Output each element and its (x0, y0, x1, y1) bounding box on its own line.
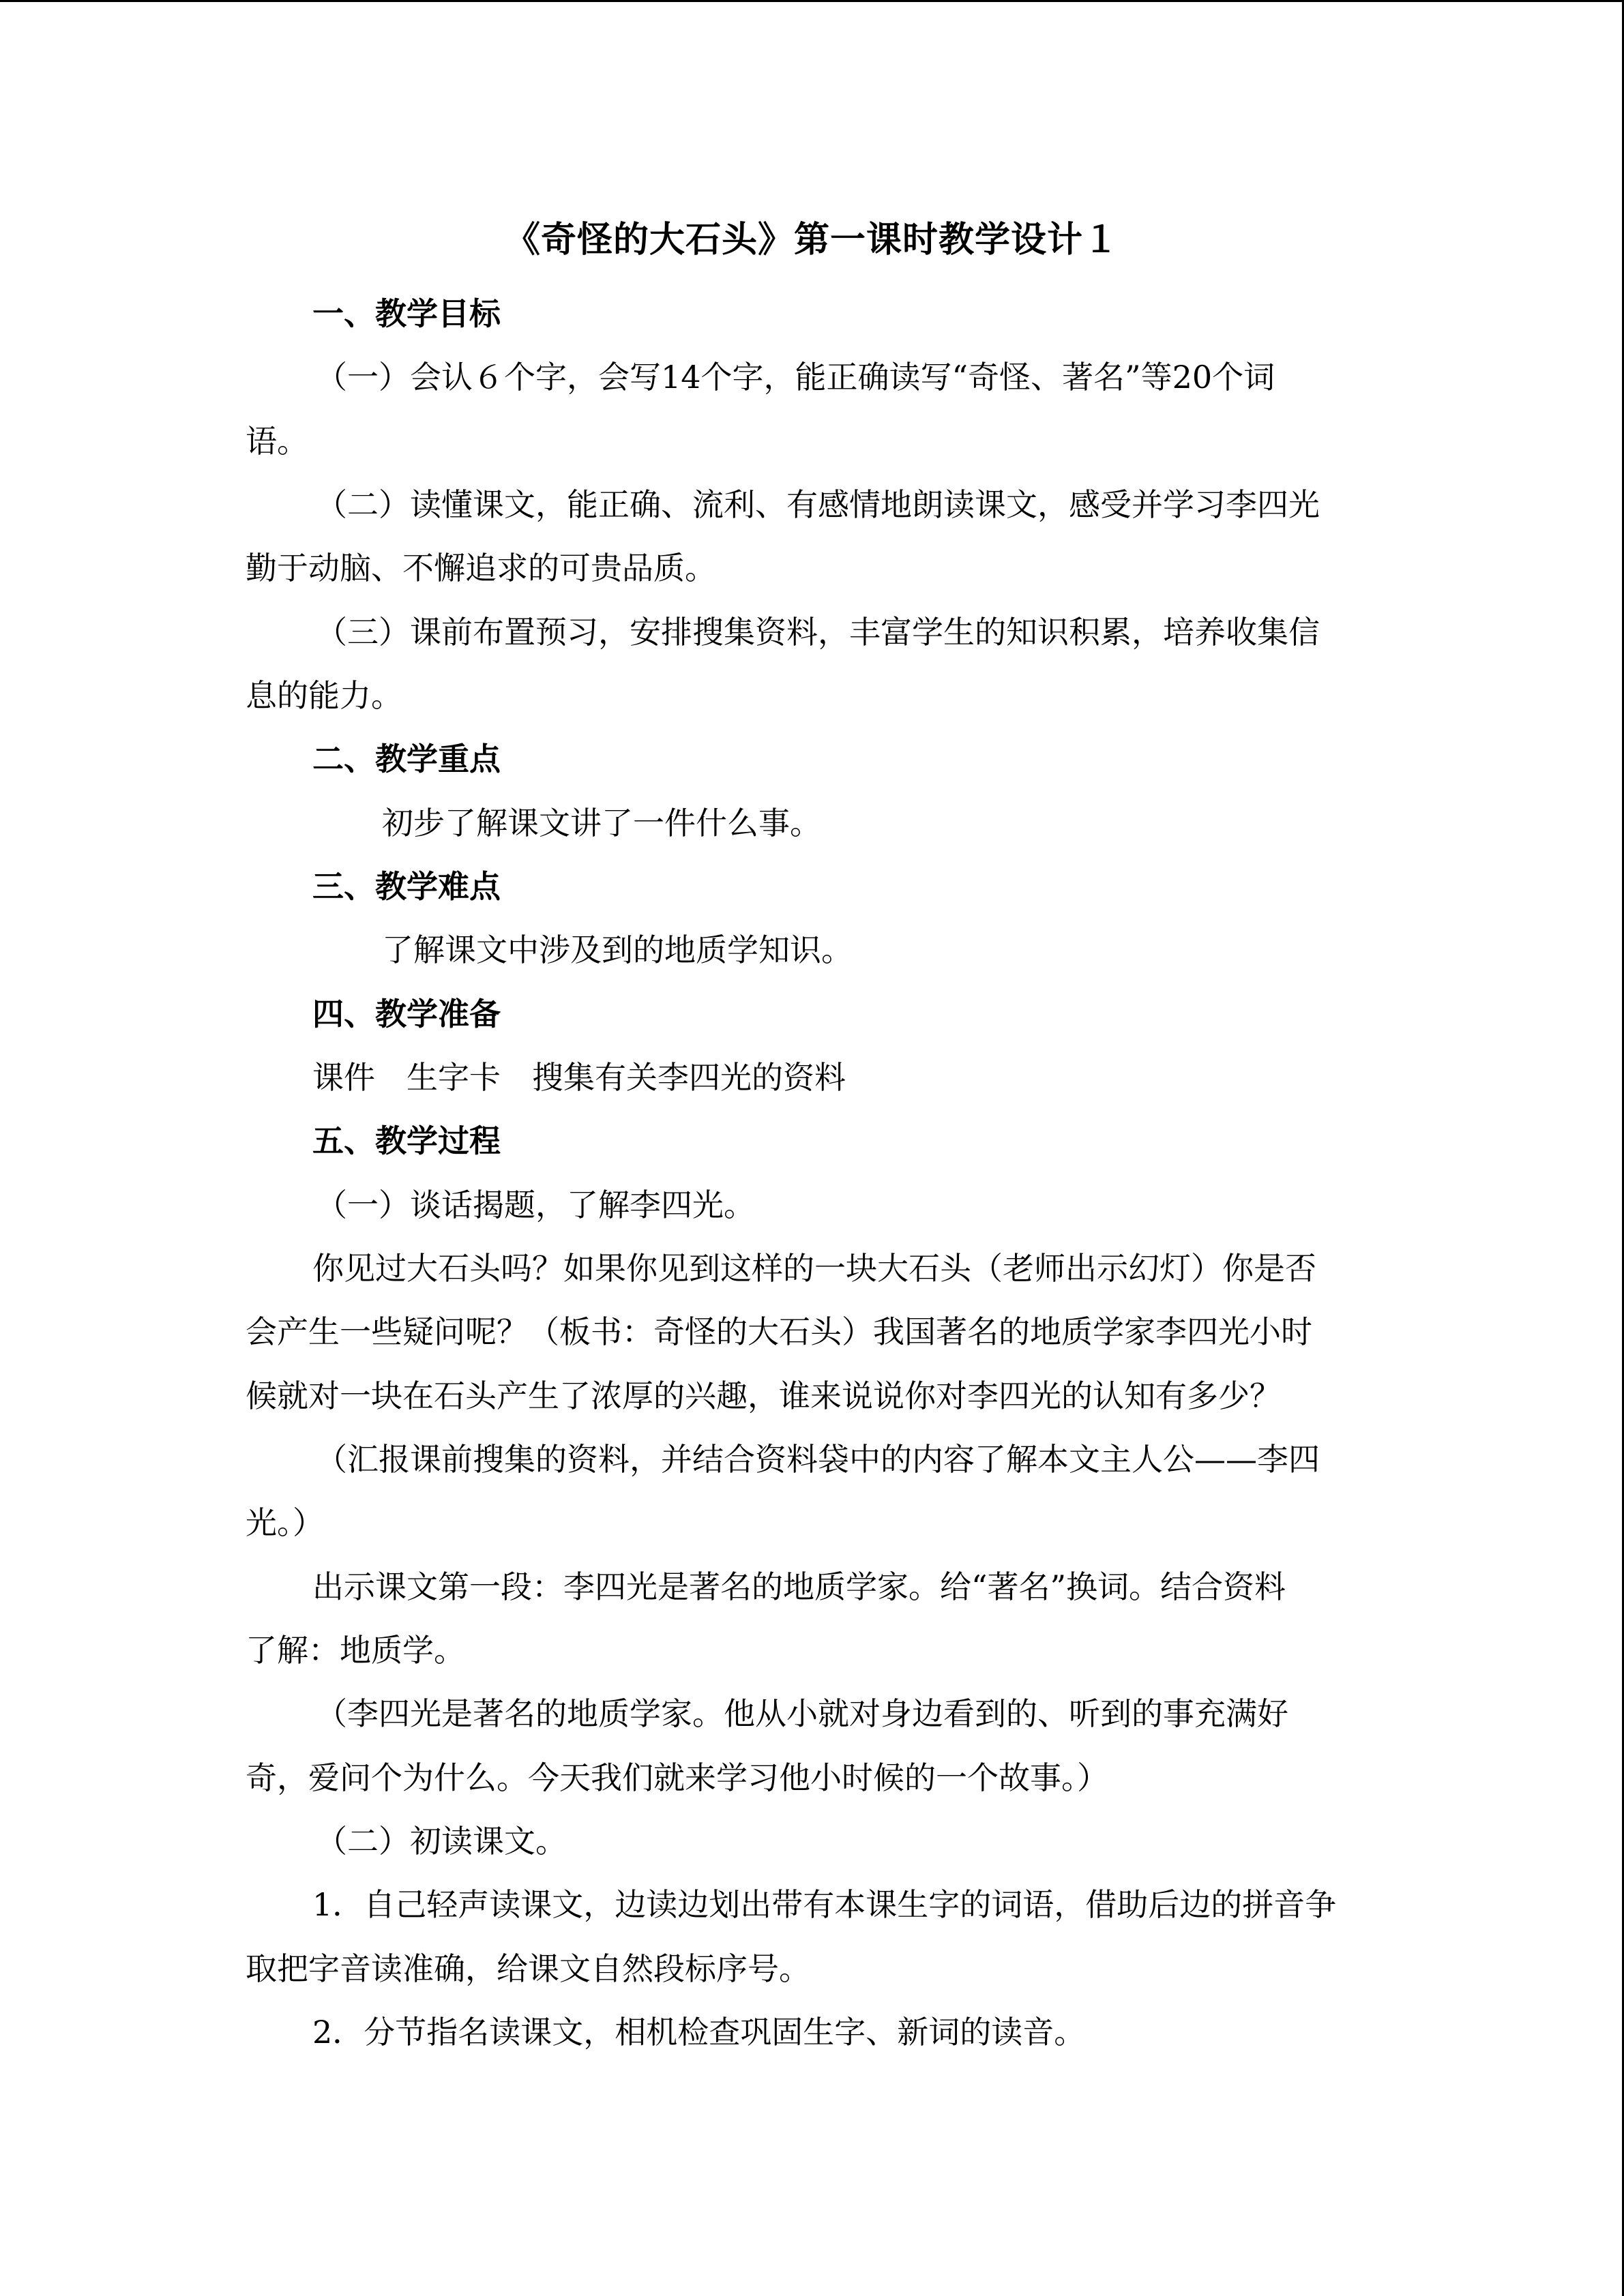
paragraph-line: （二）读懂课文，能正确、流利、有感情地朗读课文，感受并学习李四光 (316, 486, 1320, 523)
document-title: 《奇怪的大石头》第一课时教学设计１ (504, 219, 1119, 260)
heading-teaching-goals: 一、教学目标 (312, 295, 501, 332)
paragraph-line: 奇，爱问个为什么。今天我们就来学习他小时候的一个故事。） (246, 1759, 1108, 1796)
paragraph-line: （三）课前布置预习，安排搜集资料，丰富学生的知识积累，培养收集信 (316, 614, 1320, 651)
paragraph-line: 1．自己轻声读课文，边读边划出带有本课生字的词语，借助后边的拼音争 (312, 1886, 1337, 1923)
paragraph-line: 会产生一些疑问呢？（板书：奇怪的大石头）我国著名的地质学家李四光小时 (246, 1313, 1312, 1350)
paragraph-line: （一）谈话揭题，了解李四光。 (316, 1187, 755, 1223)
page-top-border (0, 0, 1624, 2)
heading-teaching-focus: 二、教学重点 (312, 741, 501, 777)
paragraph-line: 2．分节指名读课文，相机检查巩固生字、新词的读音。 (312, 2014, 1086, 2051)
paragraph-line: 光。） (246, 1504, 324, 1541)
heading-teaching-process: 五、教学过程 (312, 1122, 501, 1159)
paragraph-line: 初步了解课文讲了一件什么事。 (382, 805, 821, 841)
paragraph-line: 了解课文中涉及到的地质学知识。 (382, 931, 853, 968)
paragraph-line: 了解：地质学。 (246, 1632, 465, 1669)
paragraph-line: 取把字音读准确，给课文自然段标序号。 (246, 1950, 810, 1987)
heading-teaching-preparation: 四、教学准备 (312, 996, 501, 1032)
paragraph-line: 候就对一块在石头产生了浓厚的兴趣，谁来说说你对李四光的认知有多少？ (246, 1377, 1281, 1414)
paragraph-line: （一）会认６个字，会写14个字，能正确读写“奇怪、著名”等20个词 (316, 359, 1275, 396)
paragraph-line: 语。 (246, 423, 308, 460)
paragraph-line: （李四光是著名的地质学家。他从小就对身边看到的、听到的事充满好 (316, 1695, 1288, 1732)
paragraph-line: 勤于动脑、不懈追求的可贵品质。 (246, 550, 716, 586)
paragraph-line: 课件 生字卡 搜集有关李四光的资料 (312, 1059, 846, 1096)
paragraph-line: 你见过大石头吗？如果你见到这样的一块大石头（老师出示幻灯）你是否 (312, 1250, 1316, 1287)
paragraph-line: 出示课文第一段：李四光是著名的地质学家。给“著名”换词。结合资料 (312, 1568, 1286, 1605)
heading-teaching-difficulty: 三、教学难点 (312, 868, 501, 905)
paragraph-line: （汇报课前搜集的资料，并结合资料袋中的内容了解本文主人公——李四 (316, 1441, 1320, 1478)
paragraph-line: （二）初读课文。 (316, 1823, 567, 1860)
paragraph-line: 息的能力。 (246, 677, 402, 714)
